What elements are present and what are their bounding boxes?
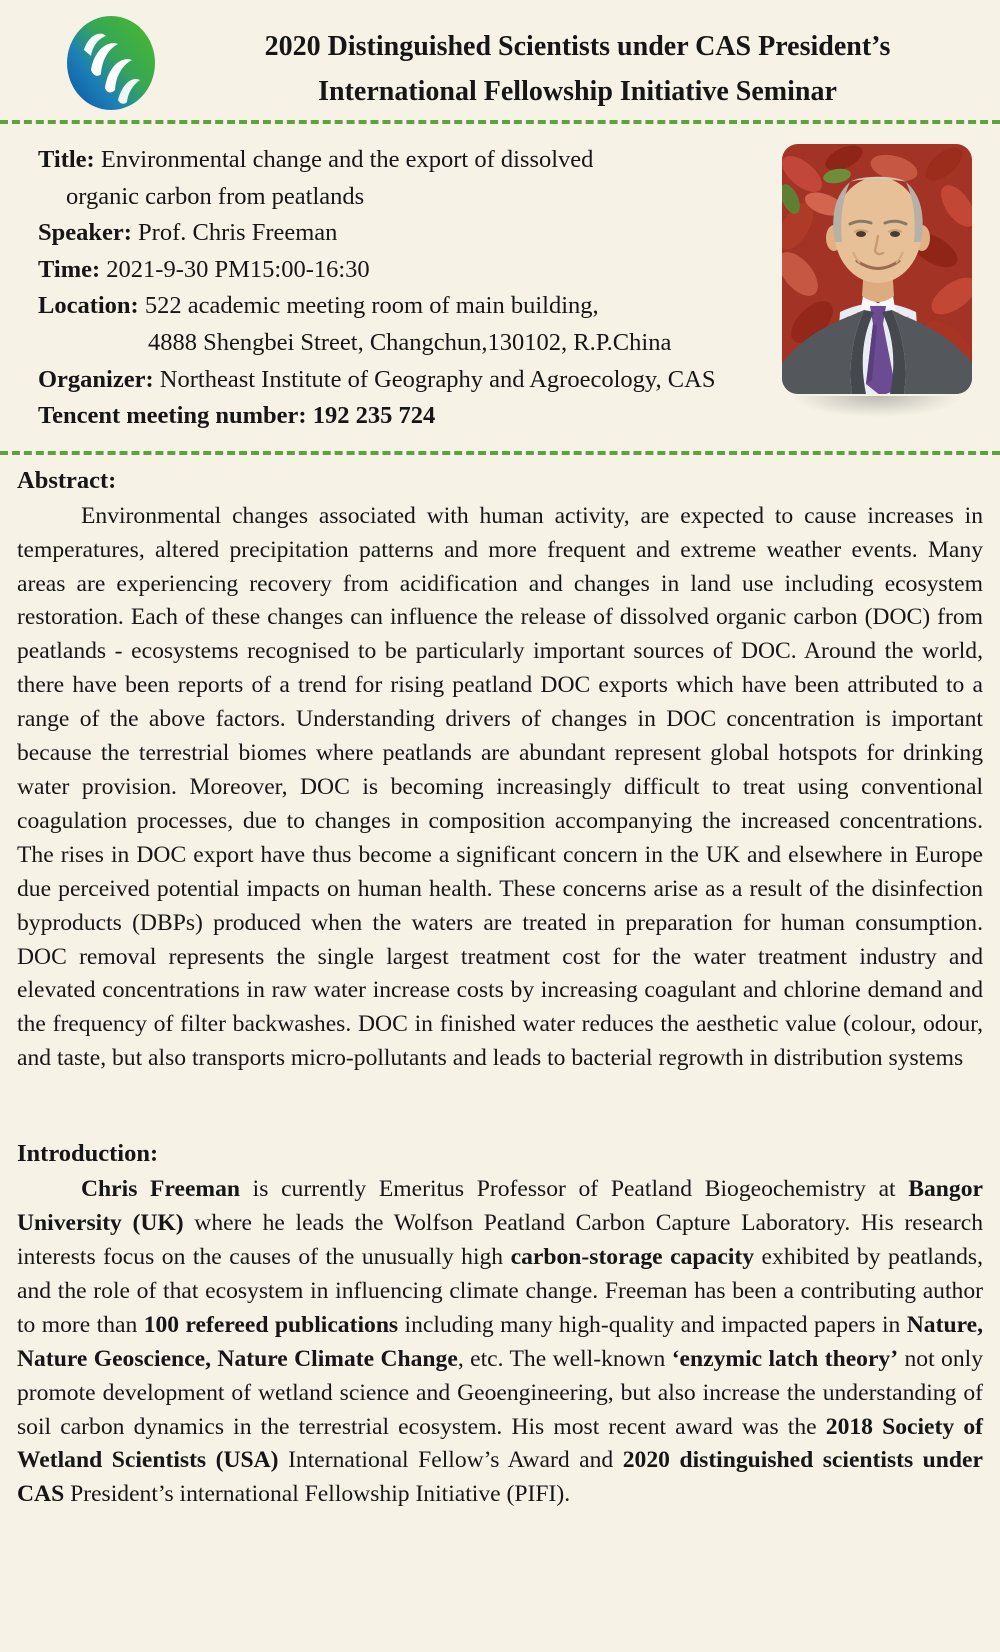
detail-title-value: Environmental change and the export of dissolved	[100, 146, 594, 173]
detail-location-line2: 4888 Shengbei Street, Changchun,130102, R.P.China	[148, 328, 672, 356]
introduction-paragraph: Chris Freeman is currently Emeritus Professor of Peatland Biogeochemistry at Bangor University (UK) where he leads the Wolfson Peatland Carbon Capture Laboratory. His research interests focus on the causes of the unusually high carbon-storage capacity exhibited by peatlands, and the role of that ecosystem in influencing climate change. Freeman has been a contributing author to more than 100 refereed publications including many high-quality and impacted papers in Nature, Nature Geoscience, Nature Climate Change, etc. The well-known ‘enzymic latch theory’ not only promote development of wetland science and Geoengineering, but also increase the understanding of soil carbon dynamics in the terrestrial ecosystem. His most recent award was the 2018 Society of Wetland Scientists (USA) International Fellow’s Award and 2020 distinguished scientists under CAS President’s international Fellowship Initiative (PIFI).	[17, 1176, 983, 1508]
detail-speaker-label: Speaker:	[38, 219, 132, 247]
seminar-details	[0, 124, 1000, 455]
detail-tencent-value: 192 235 724	[312, 402, 436, 430]
detail-title-label: Title:	[38, 146, 95, 173]
detail-location-label: Location:	[38, 292, 139, 320]
detail-organizer-value: Northeast Institute of Geography and Agroecology, CAS	[159, 365, 716, 393]
detail-location-value: 522 academic meeting room of main building,	[144, 292, 599, 320]
institute-globe-logo	[60, 14, 162, 112]
detail-time-label: Time:	[38, 255, 101, 283]
photo-reflection	[789, 396, 965, 418]
page-title-line2: International Fellowship Initiative Seminar	[318, 76, 837, 107]
detail-title-line2: organic carbon from peatlands	[66, 182, 365, 210]
detail-organizer	[38, 362, 740, 399]
detail-time	[38, 252, 740, 289]
detail-location	[38, 288, 740, 325]
detail-organizer-label: Organizer:	[38, 365, 154, 393]
main-content	[0, 455, 1000, 1512]
header	[0, 0, 1000, 124]
abstract-paragraph: Environmental changes associated with human activity, are expected to cause increases in temperatures, altered precipitation patterns and more frequent and extreme weather events. Many areas are experiencing recovery from acidification and changes in land use including ecosystem restoration. Each of these changes can influence the release of dissolved organic carbon (DOC) from peatlands - ecosystems recognised to be particularly important sources of DOC. Around the world, there have been reports of a trend for rising peatland DOC exports which have been attributed to a range of the above factors. Understanding drivers of changes in DOC concentration is important because the terrestrial biomes where peatlands are abundant represent global hotspots for drinking water provision. Moreover, DOC is becoming increasingly difficult to treat using conventional coagulation processes, due to changes in composition accompanying the increased concentrations. The rises in DOC export have thus become a significant concern in the UK and elsewhere in Europe due perceived potential impacts on human health. These concerns arise as a result of the disinfection byproducts (DBPs) produced when the waters are treated in preparation for human consumption. DOC removal represents the single largest treatment cost for the water treatment industry and elevated concentrations in raw water increase costs by increasing coagulant and chlorine demand and the frequency of filter backwashes. DOC in finished water reduces the aesthetic value (colour, odour, and taste, but also transports micro-pollutants and leads to bacterial regrowth in distribution systems	[17, 502, 983, 1072]
introduction-heading: Introduction:	[17, 1140, 159, 1168]
abstract-heading: Abstract:	[17, 466, 117, 494]
detail-title	[38, 142, 740, 179]
speaker-photo	[782, 144, 972, 418]
page-title-line1: 2020 Distinguished Scientists under CAS President’s	[264, 31, 891, 62]
detail-time-value: 2021-9-30 PM15:00-16:30	[106, 255, 370, 283]
detail-speaker-value: Prof. Chris Freeman	[138, 219, 338, 247]
detail-speaker	[38, 215, 740, 252]
detail-tencent-label: Tencent meeting number:	[38, 402, 307, 430]
speaker-portrait-image	[782, 144, 972, 394]
detail-tencent-meeting	[38, 398, 740, 435]
page-title	[175, 0, 980, 114]
